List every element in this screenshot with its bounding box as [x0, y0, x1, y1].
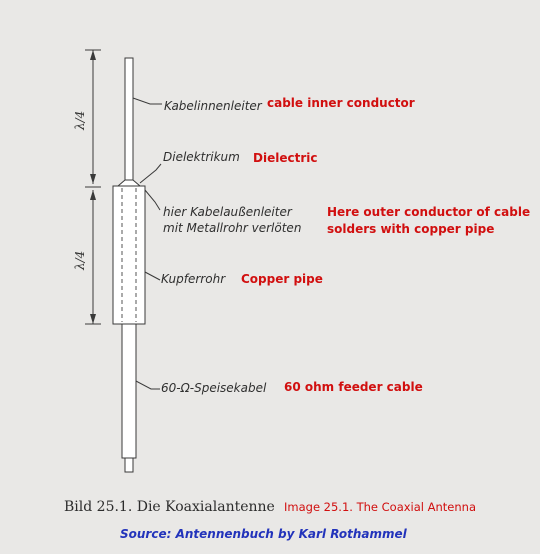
label-feeder-de: 60-Ω-Speisekabel [161, 381, 267, 395]
source-credit: Source: Antennenbuch by Karl Rothammel [120, 527, 407, 541]
dimension-arrow-bottom [90, 314, 96, 324]
dimension-arrow-top [90, 50, 96, 60]
leader-dielectric [140, 164, 161, 183]
leader-copper-pipe [145, 272, 160, 280]
label-outer-en-line1: Here outer conductor of cable [327, 205, 531, 219]
label-outer-de-line1: hier Kabelaußenleiter [163, 205, 292, 219]
inner-conductor [125, 58, 133, 182]
caption-german: Bild 25.1. Die Koaxialantenne [64, 499, 275, 515]
leader-feeder [136, 381, 160, 389]
label-outer-en-line2: solders with copper pipe [327, 222, 495, 236]
dimension-label-upper: λ/4 [73, 110, 87, 130]
cable-end [125, 458, 133, 472]
dimension-label-lower: λ/4 [73, 250, 87, 270]
leader-outer-solder [145, 190, 160, 210]
label-dielectric-en: Dielectric [253, 151, 318, 165]
label-inner-conductor-de: Kabelinnenleiter [164, 99, 262, 113]
label-outer-de-line2: mit Metallrohr verlöten [163, 221, 302, 235]
label-inner-conductor-en: cable inner conductor [267, 96, 415, 110]
leader-inner-conductor [133, 98, 162, 104]
dimension-arrow-lower-top [90, 190, 96, 200]
caption-english: Image 25.1. The Coaxial Antenna [284, 500, 477, 514]
label-feeder-en: 60 ohm feeder cable [284, 380, 423, 394]
dielectric-taper [118, 180, 140, 186]
label-dielectric-de: Dielektrikum [163, 150, 240, 164]
dimension-arrow-upper-bottom [90, 174, 96, 184]
label-copper-de: Kupferrohr [161, 272, 226, 286]
label-copper-en: Copper pipe [241, 272, 323, 286]
copper-pipe [113, 186, 145, 324]
feeder-cable [122, 324, 136, 458]
